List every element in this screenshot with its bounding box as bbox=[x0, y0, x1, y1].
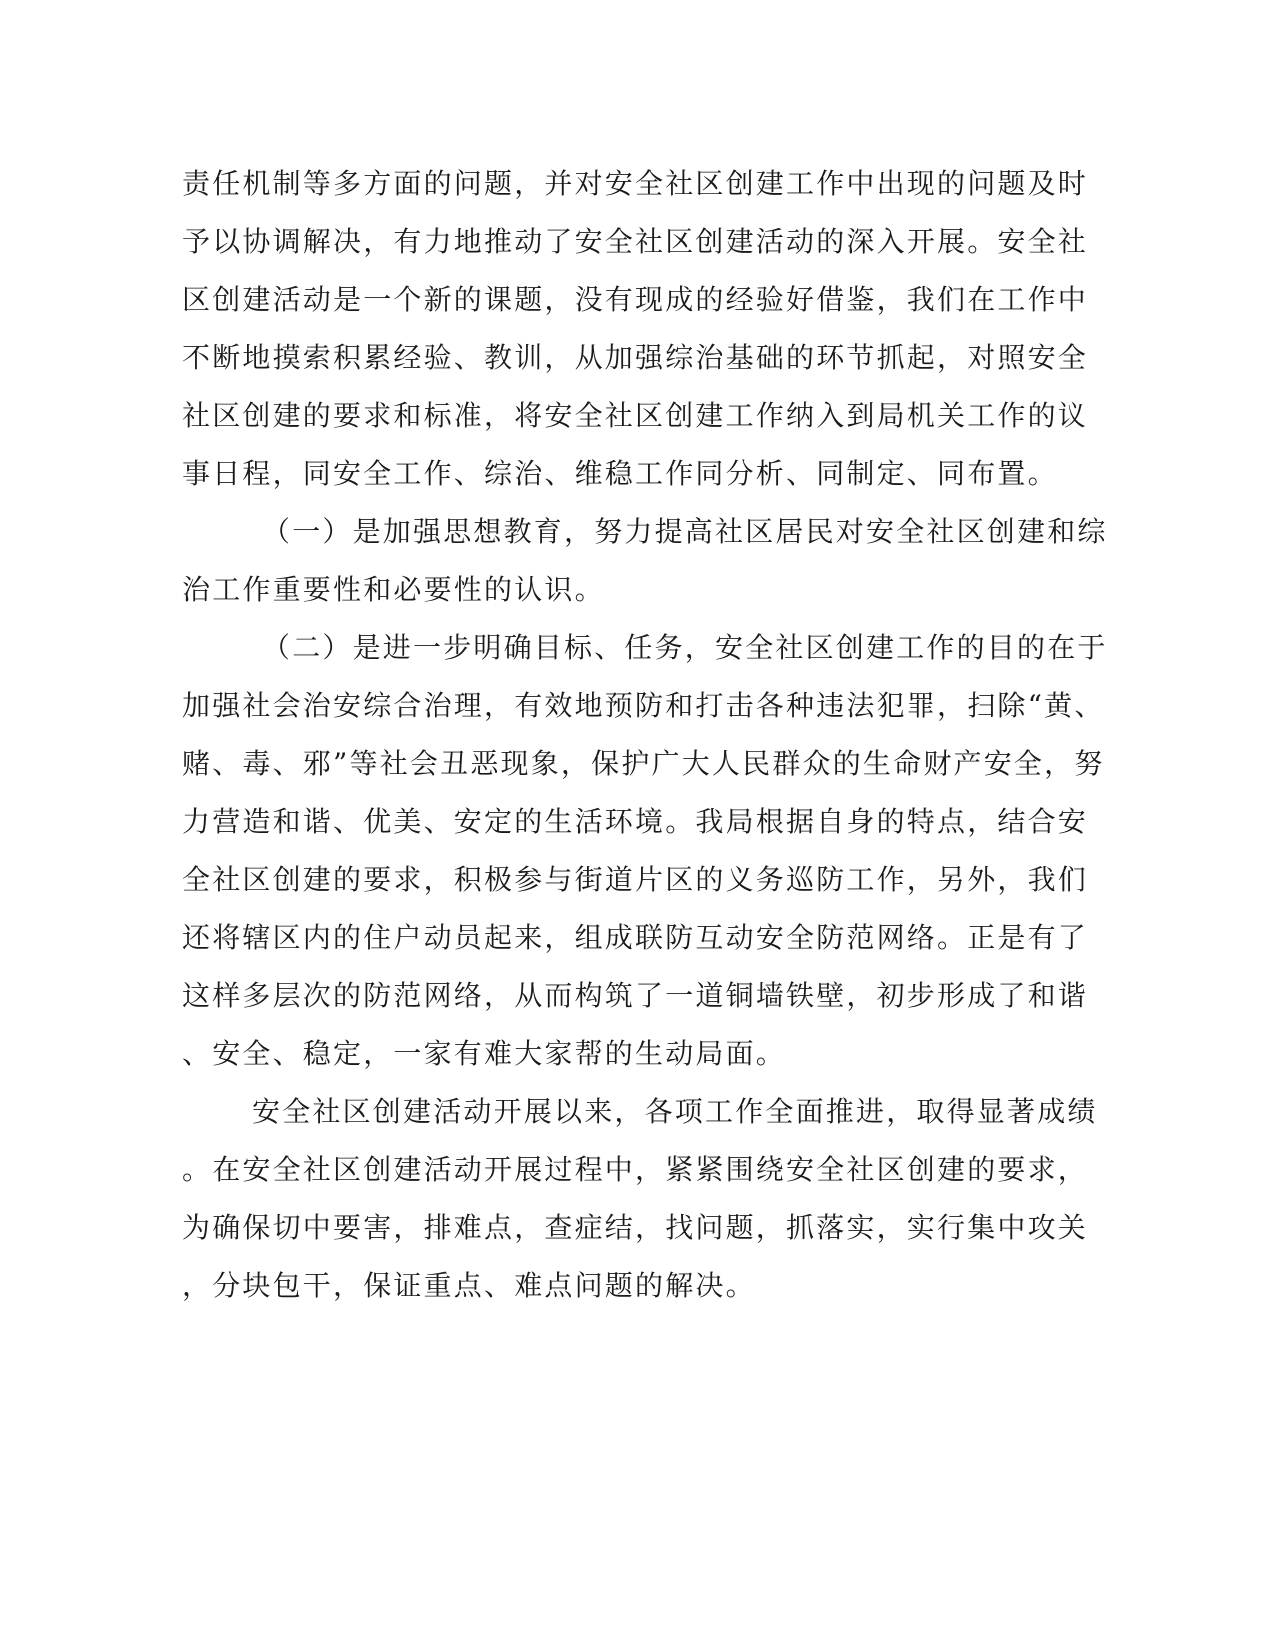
paragraph-3-line: 加强社会治安综合治理，有效地预防和打击各种违法犯罪，扫除“黄、 bbox=[182, 689, 1105, 722]
paragraph-4-line: 。在安全社区创建活动开展过程中，紧紧围绕安全社区创建的要求， bbox=[182, 1153, 1089, 1186]
paragraph-1-line: 予以协调解决，有力地推动了安全社区创建活动的深入开展。安全社 bbox=[182, 225, 1089, 258]
paragraph-1-line: 责任机制等多方面的问题，并对安全社区创建工作中出现的问题及时 bbox=[182, 167, 1089, 200]
paragraph-4-line: 为确保切中要害，排难点，查症结，找问题，抓落实，实行集中攻关 bbox=[182, 1211, 1089, 1244]
paragraph-4-line: ，分块包干，保证重点、难点问题的解决。 bbox=[182, 1269, 756, 1302]
paragraph-3-line: 赌、毒、邪”等社会丑恶现象，保护广大人民群众的生命财产安全，努 bbox=[182, 747, 1105, 780]
paragraph-3-line: 、安全、稳定，一家有难大家帮的生动局面。 bbox=[182, 1037, 787, 1070]
paragraph-3-line: 力营造和谐、优美、安定的生活环境。我局根据自身的特点，结合安 bbox=[182, 805, 1089, 838]
paragraph-1-line: 不断地摸索积累经验、教训，从加强综治基础的环节抓起，对照安全 bbox=[182, 341, 1089, 374]
paragraph-1-line: 区创建活动是一个新的课题，没有现成的经验好借鉴，我们在工作中 bbox=[182, 283, 1089, 316]
paragraph-3-line: 这样多层次的防范网络，从而构筑了一道铜墙铁壁，初步形成了和谐 bbox=[182, 979, 1089, 1012]
paragraph-4-line: 安全社区创建活动开展以来，各项工作全面推进，取得显著成绩 bbox=[252, 1095, 1098, 1128]
paragraph-3-line: 还将辖区内的住户动员起来，组成联防互动安全防范网络。正是有了 bbox=[182, 921, 1089, 954]
paragraph-1-line: 社区创建的要求和标准，将安全社区创建工作纳入到局机关工作的议 bbox=[182, 399, 1089, 432]
paragraph-3-line: （二）是进一步明确目标、任务，安全社区创建工作的目的在于 bbox=[262, 631, 1108, 664]
paragraph-2-line: 治工作重要性和必要性的认识。 bbox=[182, 573, 605, 606]
paragraph-2-line: （一）是加强思想教育，努力提高社区居民对安全社区创建和综 bbox=[262, 515, 1108, 548]
paragraph-1-line: 事日程，同安全工作、综治、维稳工作同分析、同制定、同布置。 bbox=[182, 457, 1058, 490]
paragraph-3-line: 全社区创建的要求，积极参与街道片区的义务巡防工作，另外，我们 bbox=[182, 863, 1089, 896]
